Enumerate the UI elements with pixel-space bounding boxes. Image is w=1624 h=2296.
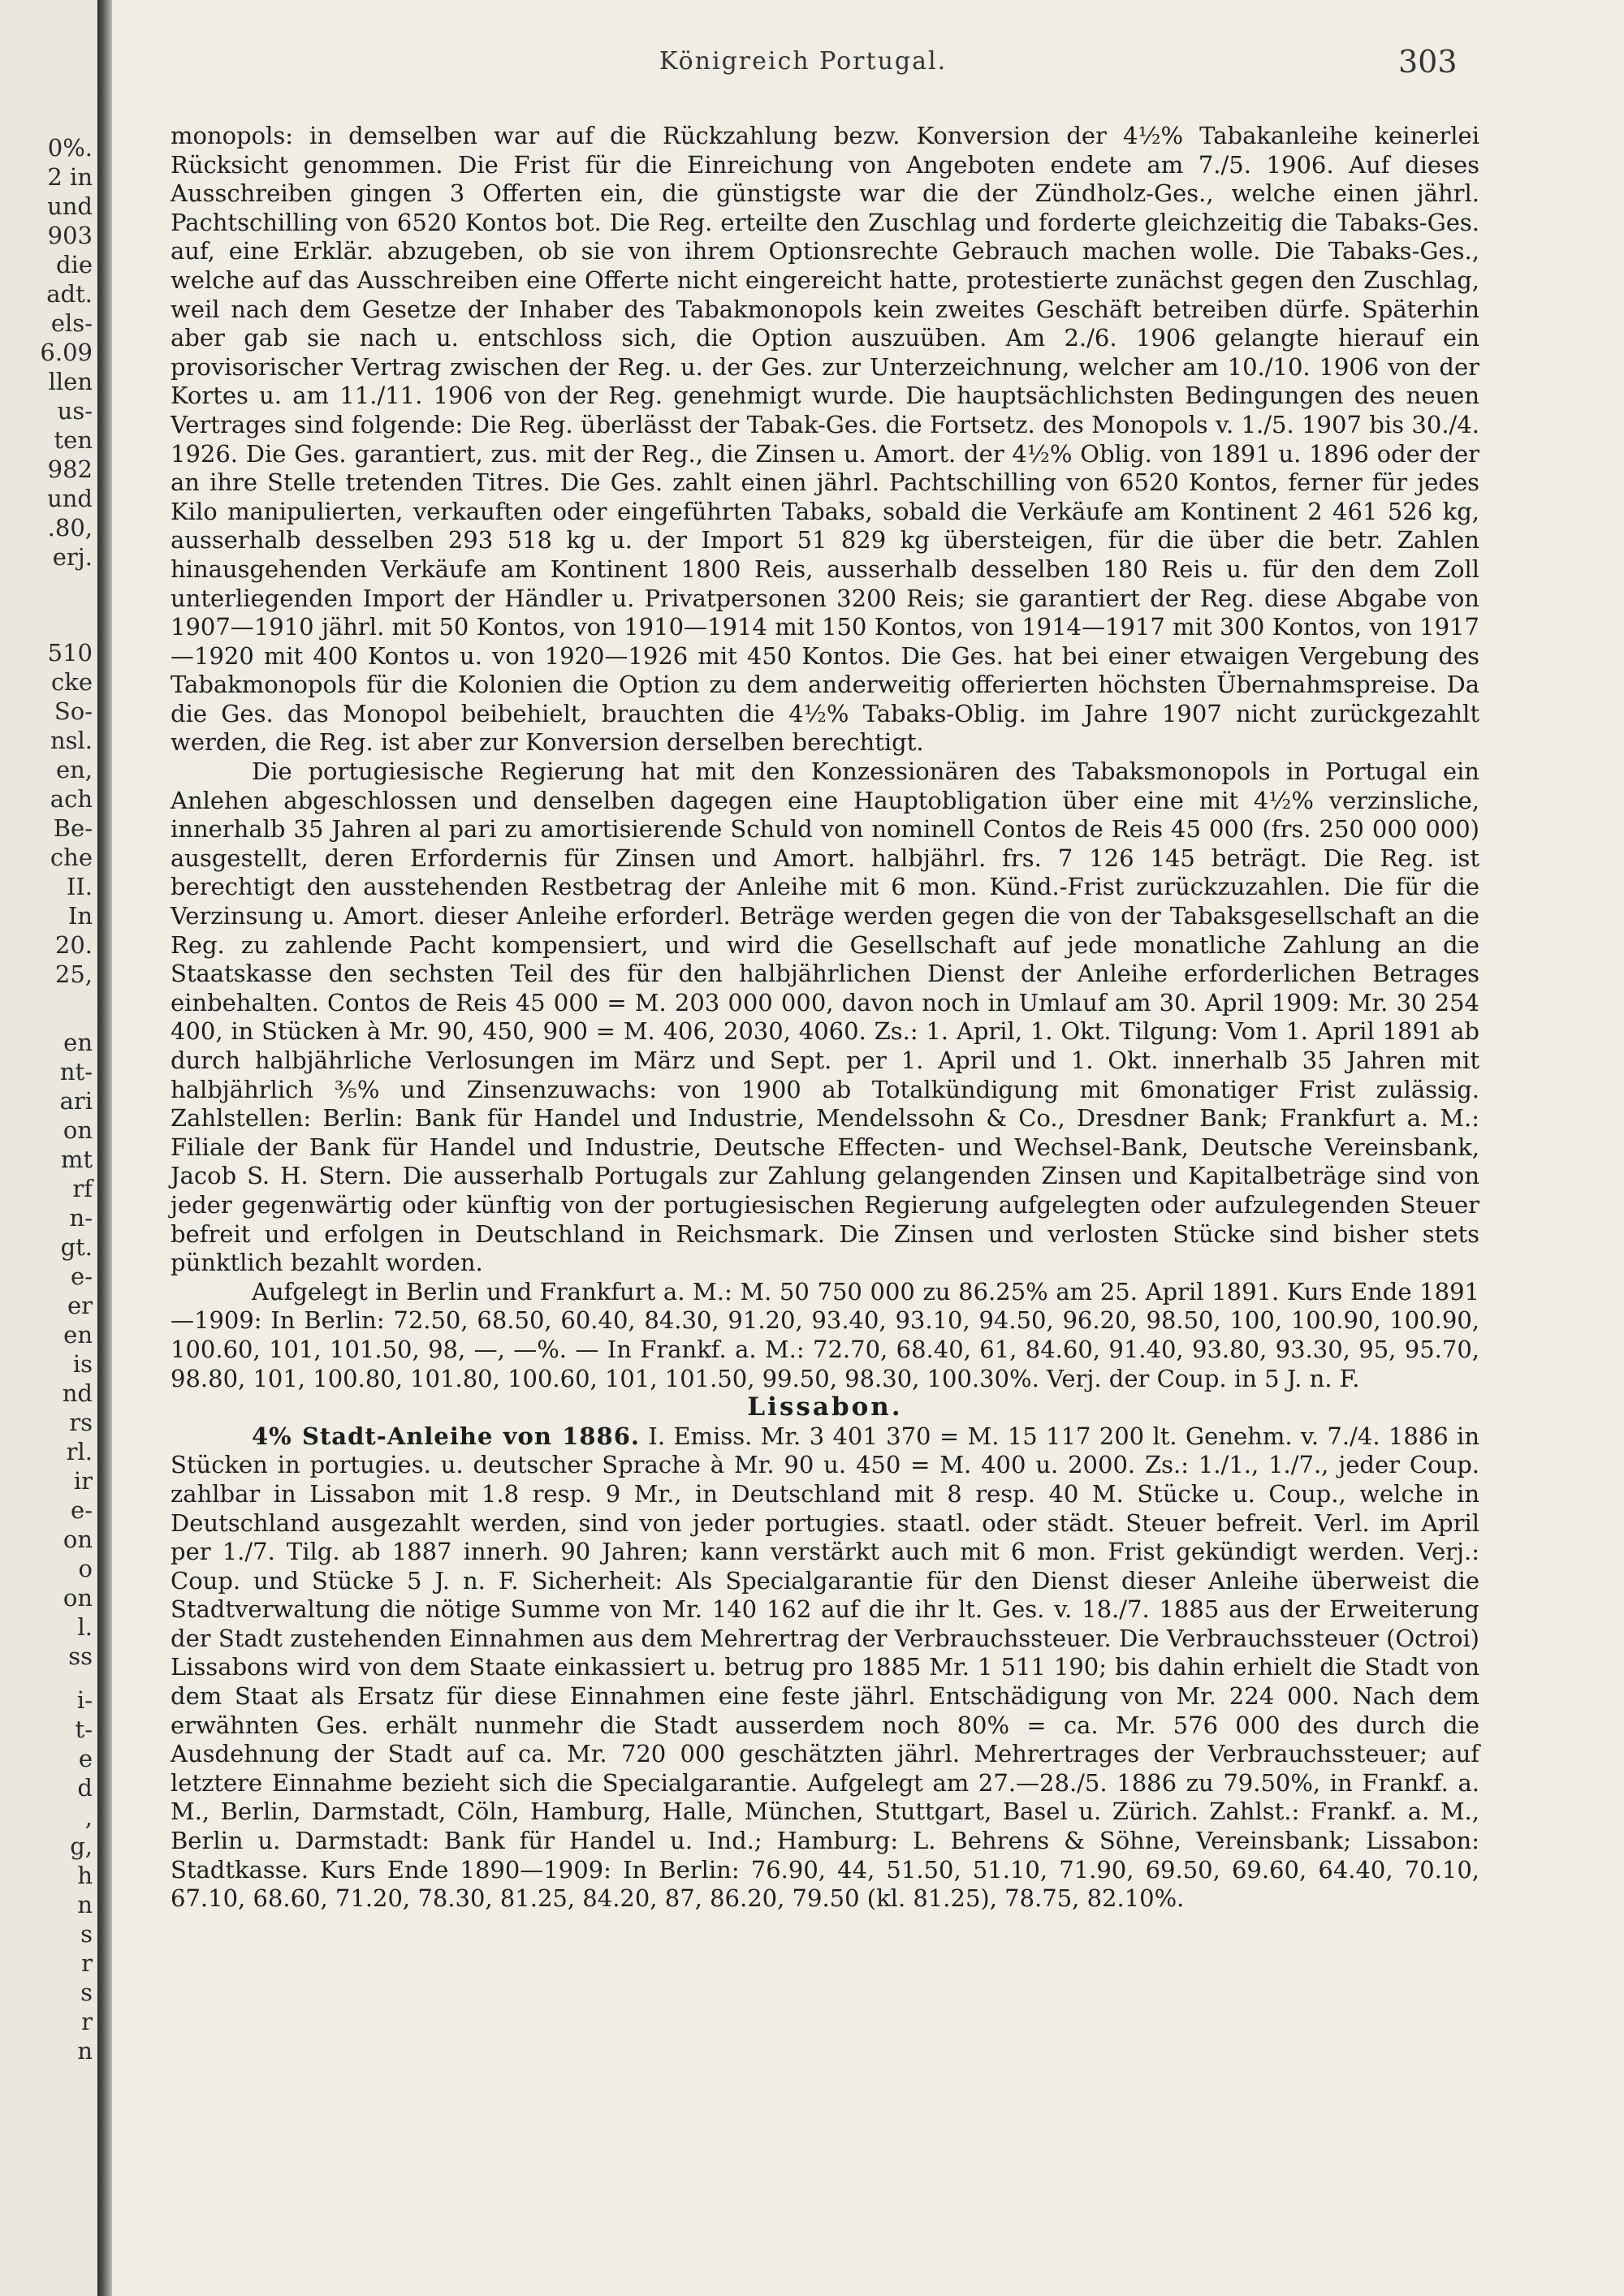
margin-fragment: us- — [57, 397, 93, 425]
margin-fragment: che — [50, 844, 93, 871]
margin-fragment: nsl. — [50, 727, 93, 754]
margin-fragment: d — [77, 1774, 93, 1802]
paragraph-tabak-monopol: monopols: in demselben war auf die Rückzahlung bezw. Konversion der 4½% Tabakanleihe keinerlei Rücksicht genommen. Die Frist für die Einreichung von Angeboten endete am 7./5. 1906. Auf dieses Ausschreiben gingen 3 Offerten ein, die günstigste war die der Zündholz-Ges., welche einen jährl. Pachtschilling von 6520 Kontos bot. Die Reg. erteilte den Zuschlag und forderte gleichzeitig die Tabaks-Ges. auf, eine Erklär. abzugeben, ob sie von ihrem Optionsrechte Gebrauch machen wolle. Die Tabaks-Ges., welche auf das Ausschreiben eine Offerte nicht eingereicht hatte, protestierte zunächst gegen den Zuschlag, weil nach dem Gesetze der Inhaber des Tabakmonopols kein zweites Geschäft betreiben dürfe. Späterhin aber gab sie nach u. entschloss sich, die Option auszuüben. Am 2./6. 1906 gelangte hierauf ein provisorischer Vertrag zwischen der Reg. u. der Ges. zur Unterzeichnung, welcher am 10./10. 1906 von der Kortes u. am 11./11. 1906 von der Reg. genehmigt wurde. Die hauptsächlichsten Bedingungen des neuen Vertrages sind folgende: Die Reg. überlässt der Tabak-Ges. die Fortsetz. des Monopols v. 1./5. 1907 bis 30./4. 1926. Die Ges. garantiert, zus. mit der Reg., die Zinsen u. Amort. der 4½% Oblig. von 1891 u. 1896 oder der an ihre Stelle tretenden Titres. Die Ges. zahlt einen jährl. Pachtschilling von 6520 Kontos, ferner für jedes Kilo manipulierten, verkauften oder eingeführten Tabaks, sobald die Verkäufe am Kontinent 2 461 526 kg, ausserhalb desselben 293 518 kg u. der Import 51 829 kg übersteigen, für die über die betr. Zahlen hinausgehenden Verkäufe am Kontinent 1800 Reis, ausserhalb desselben 180 Reis u. für den dem Zoll unterliegenden Import der Händler u. Privatpersonen 3200 Reis; sie garantiert der Reg. diese Abgabe von 1907—1910 jährl. mit 50 Kontos, von 1910—1914 mit 150 Kontos, von 1914—1917 mit 300 Kontos, von 1917—1920 mit 400 Kontos u. von 1920—1926 mit 450 Kontos. Die Ges. hat bei einer etwaigen Vergebung des Tabakmonopols für die Kolonien die Option zu dem anderweitig offerierten höchsten Übernahmspreise. Da die Ges. das Monopol beibehielt, brauchten die 4½% Tabaks-Oblig. im Jahre 1907 nicht zurückgezahlt werden, die Reg. ist aber zur Konversion derselben berechtigt. — [171, 122, 1479, 757]
margin-fragment: r — [81, 1949, 93, 1977]
margin-fragment: und — [47, 485, 93, 512]
margin-fragment: , — [84, 1803, 93, 1831]
margin-fragment: 510 — [47, 639, 93, 667]
adjacent-page-margin — [0, 0, 107, 2296]
margin-fragment: llen — [48, 368, 93, 395]
margin-fragment: 0%. — [47, 134, 93, 162]
page-body — [171, 122, 1479, 1914]
page-number: 303 — [1398, 44, 1458, 80]
section-title-lissabon: Lissabon. — [747, 1392, 903, 1422]
margin-fragment: i- — [76, 1686, 93, 1714]
margin-fragment: nd — [62, 1379, 93, 1407]
margin-fragment: 903 — [47, 222, 93, 249]
margin-fragment: s — [80, 1920, 93, 1948]
margin-fragment: II. — [66, 873, 93, 900]
margin-fragment: is — [72, 1350, 93, 1378]
margin-fragment: e- — [71, 1496, 93, 1524]
margin-fragment: e- — [71, 1262, 93, 1290]
margin-fragment: ten — [54, 426, 93, 454]
margin-fragment: t- — [75, 1716, 93, 1743]
margin-fragment: die — [55, 251, 93, 278]
margin-fragment: nt- — [59, 1058, 93, 1085]
margin-fragment: .80, — [47, 514, 93, 542]
margin-fragment: ss — [68, 1642, 93, 1670]
margin-fragment: In — [67, 902, 93, 930]
margin-fragment: n — [77, 1891, 93, 1918]
margin-fragment: en — [63, 1321, 93, 1349]
margin-fragment: ari — [59, 1087, 93, 1115]
margin-fragment: g, — [70, 1832, 93, 1860]
margin-fragment: en, — [55, 756, 93, 783]
margin-fragment: Be- — [53, 814, 93, 842]
margin-fragment: er — [67, 1292, 93, 1319]
margin-fragment: s — [80, 1979, 93, 2006]
margin-fragment: on — [63, 1526, 93, 1553]
bond-description: I. Emiss. Mr. 3 401 370 = M. 15 117 200 lt. Genehm. v. 7./4. 1886 in Stücken in portugies. u. deutscher Sprache à Mr. 90 u. 450 = M. 400 u. 2000. Zs.: 1./1., 1./7., jeder Coup. zahlbar in Lissabon mit 1.8 resp. 9 Mr., in Deutschland mit 8 resp. 40 M. Stücke u. Coup., welche in Deutschland ausgezahlt werden, sind von jeder portugies. staatl. oder städt. Steuer befreit. Verl. im April per 1./7. Tilg. ab 1887 innerh. 90 Jahren; kann verstärkt auch mit 6 mon. Frist gekündigt werden. Verj.: Coup. und Stücke 5 J. n. F. Sicherheit: Als Specialgarantie für den Dienst dieser Anleihe überweist die Stadtverwaltung die nötige Summe von Mr. 140 162 auf die ihr lt. Ges. v. 18./7. 1885 aus der Erweiterung der Stadt zustehenden Einnahmen aus dem Mehrertrag der Verbrauchssteuer. Die Verbrauchssteuer (Octroi) Lissabons wird von dem Staate einkassiert u. betrug pro 1885 Mr. 1 511 190; bis dahin erhielt die Stadt von dem Staat als Ersatz für diese Einnahmen eine feste jährl. Entschädigung von Mr. 224 000. Nach dem erwähnten Ges. erhält nunmehr die Stadt ausserdem noch 80% = ca. Mr. 576 000 des durch die Ausdehnung der Stadt auf ca. Mr. 720 000 geschätzten jährl. Mehrertrages der Verbrauchssteuer; auf letztere Einnahme bezieht sich die Specialgarantie. Aufgelegt am 27.—28./5. 1886 zu 79.50%, in Frankf. a. M., Berlin, Darmstadt, Cöln, Hamburg, Halle, München, Stuttgart, Basel u. Zürich. Zahlst.: Frankf. a. M., Berlin u. Darmstadt: Bank für Handel u. Ind.; Hamburg: L. Behrens & Söhne, Vereinsbank; Lissabon: Stadtkasse. Kurs Ende 1890—1909: In Berlin: 76.90, 44, 51.50, 51.10, 71.90, 69.50, 69.60, 64.40, 70.10, 67.10, 68.60, 71.20, 78.30, 81.25, 84.20, 87, 86.20, 79.50 (kl. 81.25), 78.75, 82.10%. — [171, 1422, 1480, 1913]
margin-fragment: 2 in — [47, 163, 93, 191]
margin-fragment: 20. — [54, 931, 93, 959]
margin-fragment: rl. — [66, 1438, 93, 1465]
margin-fragment: o — [78, 1555, 93, 1582]
margin-fragment: 25, — [54, 960, 93, 988]
margin-fragment: und — [47, 192, 93, 220]
margin-fragment: on — [63, 1116, 93, 1144]
margin-fragment: gt. — [60, 1233, 93, 1261]
book-page — [122, 0, 1624, 2296]
margin-fragment: n- — [69, 1204, 93, 1232]
margin-fragment: rf — [72, 1175, 93, 1202]
margin-fragment: n — [77, 2037, 93, 2065]
margin-fragment: erj. — [52, 543, 93, 571]
margin-fragment: 6.09 — [40, 339, 93, 366]
margin-fragment: els- — [50, 309, 93, 337]
margin-fragment: ir — [73, 1467, 93, 1495]
book-spine-gutter — [97, 0, 112, 2296]
margin-fragment: 982 — [47, 455, 93, 483]
margin-fragment: h — [77, 1862, 93, 1889]
margin-fragment: cke — [51, 668, 93, 696]
margin-fragment: ach — [50, 785, 93, 813]
margin-fragment: l. — [77, 1613, 93, 1641]
margin-fragment: r — [81, 2008, 93, 2035]
running-header: Königreich Portugal. — [659, 47, 948, 76]
margin-fragment: adt. — [46, 280, 93, 308]
margin-fragment: e — [78, 1745, 93, 1772]
margin-fragment: en — [63, 1029, 93, 1056]
paragraph-kurse: Aufgelegt in Berlin und Frankfurt a. M.: M. 50 750 000 zu 86.25% am 25. April 1891. Kurs Ende 1891—1909: In Berlin: 72.50, 68.50, 60.40, 84.30, 91.20, 93.40, 93.10, 94.50, 96.20, 98.50, 100, 100.90, 100.90, 100.60, 101, 101.50, 98, —, —%. — In Frankf. a. M.: 72.70, 68.40, 61, 84.60, 91.40, 93.80, 93.30, 95, 95.70, 98.80, 101, 100.80, 101.80, 100.60, 101, 101.50, 99.50, 98.30, 100.30%. Verj. der Coup. in 5 J. n. F. — [171, 1277, 1479, 1392]
margin-fragment: on — [63, 1584, 93, 1612]
margin-fragment: So- — [54, 697, 93, 725]
margin-fragment: rs — [69, 1409, 93, 1436]
paragraph-lissabon-anleihe — [171, 1422, 1479, 1914]
paragraph-hauptobligation: Die portugiesische Regierung hat mit den Konzessionären des Tabaksmonopols in Portugal ein Anlehen abgeschlossen und denselben dagegen eine Hauptobligation über eine mit 4½% verzinsliche, innerhalb 35 Jahren al pari zu amortisierende Schuld von nominell Contos de Reis 45 000 (frs. 250 000 000) ausgestellt, deren Erfordernis für Zinsen und Amort. halbjährl. frs. 7 126 145 beträgt. Die Reg. ist berechtigt den ausstehenden Restbetrag der Anleihe mit 6 mon. Künd.-Frist zurückzuzahlen. Die für die Verzinsung u. Amort. dieser Anleihe erforderl. Beträge werden gegen die von der Tabaksgesellschaft an die Reg. zu zahlende Pacht kompensiert, und wird die Gesellschaft auf jede monatliche Zahlung an die Staatskasse den sechsten Teil des für den halbjährlichen Dienst der Anleihe erforderlichen Betrages einbehalten. Contos de Reis 45 000 = M. 203 000 000, davon noch in Umlauf am 30. April 1909: Mr. 30 254 400, in Stücken à Mr. 90, 450, 900 = M. 406, 2030, 4060. Zs.: 1. April, 1. Okt. Tilgung: Vom 1. April 1891 ab durch halbjährliche Verlosungen im März und Sept. per 1. April und 1. Okt. innerhalb 35 Jahren mit halbjährlich ³⁄₅% und Zinsenzuwachs: von 1900 ab Totalkündigung mit 6monatiger Frist zulässig. Zahlstellen: Berlin: Bank für Handel und Industrie, Mendelssohn & Co., Dresdner Bank; Frankfurt a. M.: Filiale der Bank für Handel und Industrie, Deutsche Effecten- und Wechsel-Bank, Deutsche Vereinsbank, Jacob S. H. Stern. Die ausserhalb Portugals zur Zahlung gelangenden Zinsen und Kapitalbeträge sind von jeder gegenwärtig oder künftig von der portugiesischen Regierung aufgelegten oder aufzulegenden Steuer befreit und erfolgen in Deutschland in Reichsmark. Die Zinsen und verlosten Stücke sind bisher stets pünktlich bezahlt worden. — [171, 757, 1479, 1277]
bond-title: 4% Stadt-Anleihe von 1886. — [252, 1422, 640, 1450]
margin-fragment: mt — [60, 1146, 93, 1173]
